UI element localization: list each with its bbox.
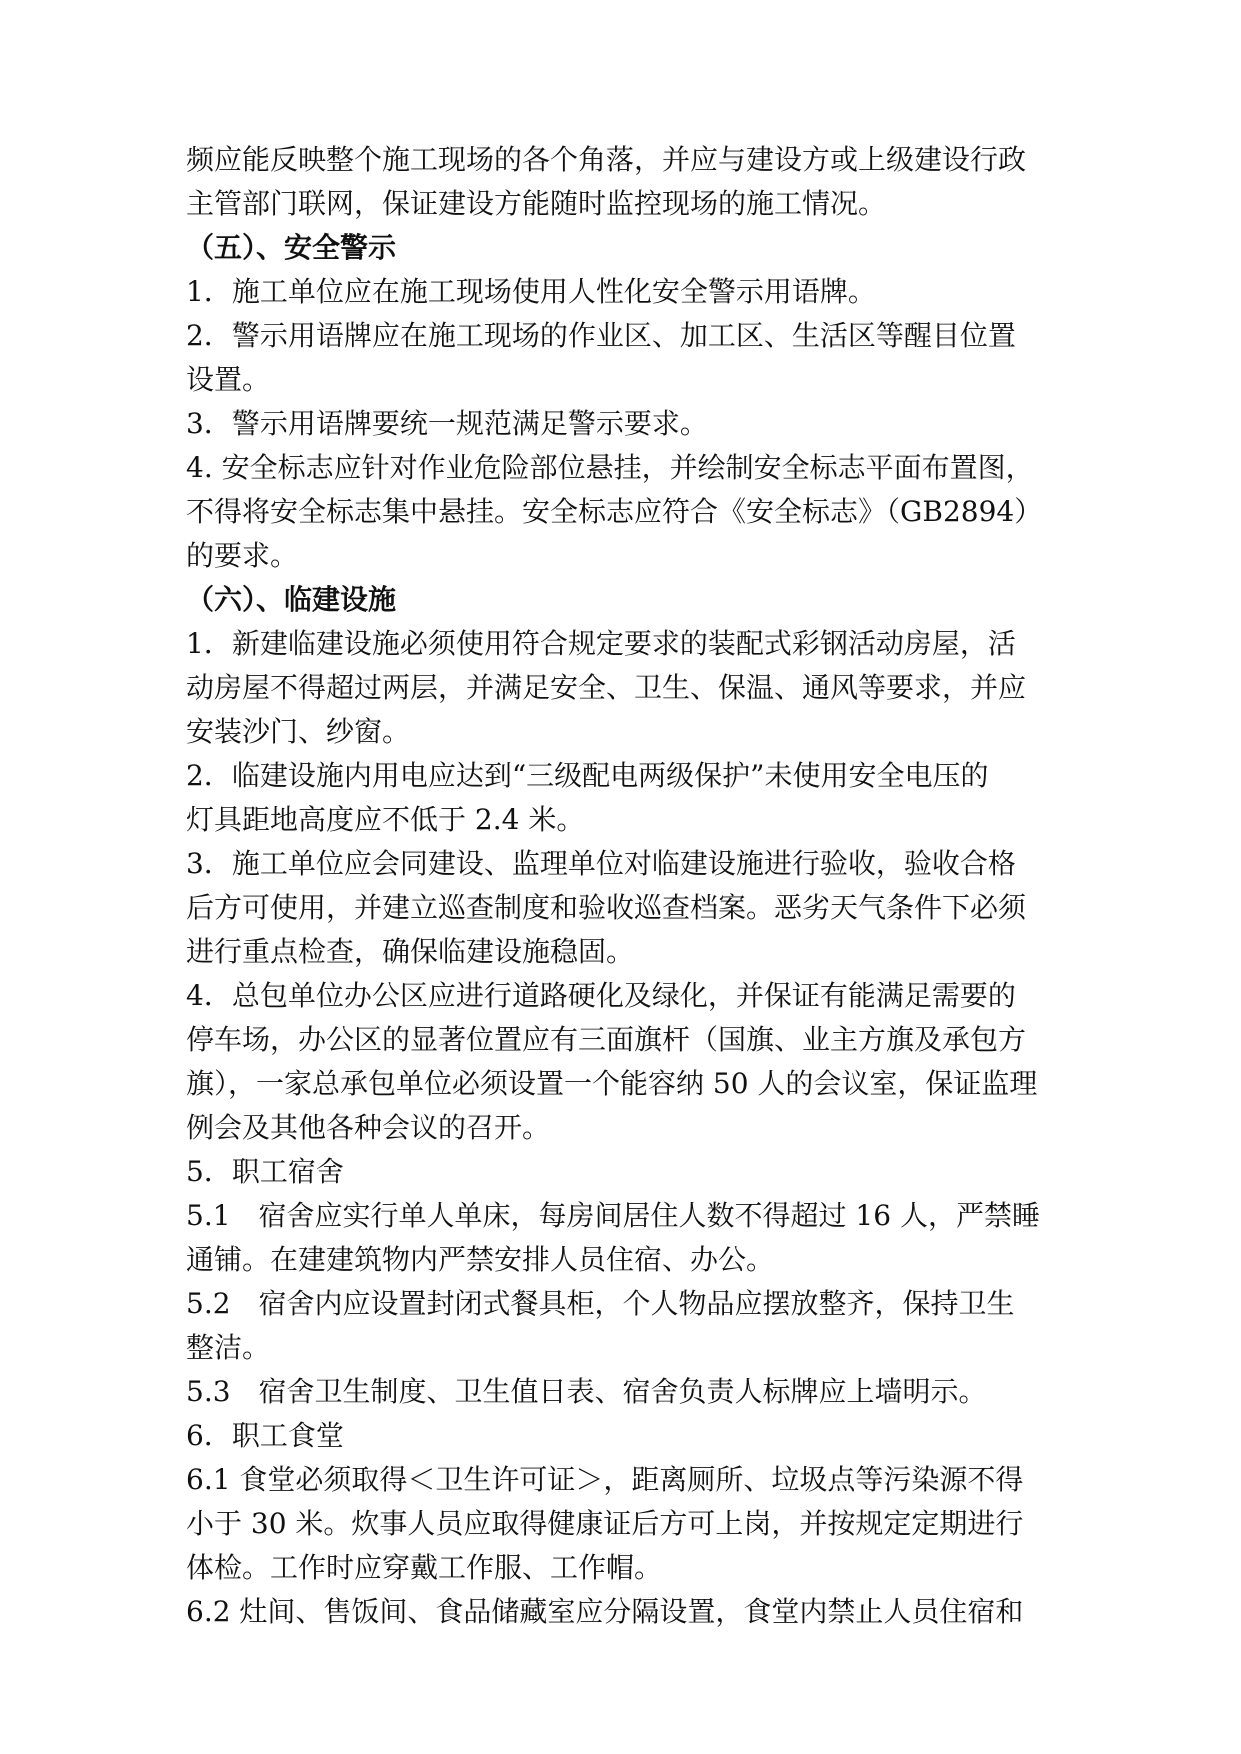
- document-page: [186, 138, 1066, 1634]
- text-line: 小于 30 米。炊事人员应取得健康证后方可上岗，并按规定定期进行: [186, 1507, 1024, 1540]
- text-line: 6．职工食堂: [186, 1419, 344, 1452]
- text-line: 1．施工单位应在施工现场使用人性化安全警示用语牌。: [186, 275, 876, 308]
- text-line: 旗），一家总承包单位必须设置一个能容纳 50 人的会议室，保证监理: [186, 1067, 1038, 1100]
- text-line: 后方可使用，并建立巡查制度和验收巡查档案。恶劣天气条件下必须: [186, 891, 1027, 924]
- text-line: 安装沙门、纱窗。: [186, 715, 411, 748]
- text-line: 2．警示用语牌应在施工现场的作业区、加工区、生活区等醒目位置: [186, 319, 1016, 352]
- text-line: 不得将安全标志集中悬挂。安全标志应符合《安全标志》（GB2894）: [186, 495, 1043, 528]
- text-line: 主管部门联网，保证建设方能随时监控现场的施工情况。: [186, 187, 887, 220]
- text-line: 灯具距地高度应不低于 2.4 米。: [186, 803, 585, 836]
- text-line: 通铺。在建建筑物内严禁安排人员住宿、办公。: [186, 1243, 775, 1276]
- text-line: 4. 安全标志应针对作业危险部位悬挂，并绘制安全标志平面布置图，: [186, 451, 1034, 484]
- text-line: 3．施工单位应会同建设、监理单位对临建设施进行验收，验收合格: [186, 847, 1016, 880]
- section-heading: （五）、安全警示: [186, 231, 397, 264]
- text-line: 5.2 宿舍内应设置封闭式餐具柜，个人物品应摆放整齐，保持卫生: [186, 1287, 1015, 1320]
- text-line: 3．警示用语牌要统一规范满足警示要求。: [186, 407, 708, 440]
- text-line: 2．临建设施内用电应达到“三级配电两级保护”未使用安全电压的: [186, 759, 989, 792]
- text-line: 4．总包单位办公区应进行道路硬化及绿化，并保证有能满足需要的: [186, 979, 1016, 1012]
- text-line: 进行重点检查，确保临建设施稳固。: [186, 935, 635, 968]
- text-line: 整洁。: [186, 1331, 271, 1364]
- text-line: 频应能反映整个施工现场的各个角落，并应与建设方或上级建设行政: [186, 143, 1027, 176]
- text-line: 的要求。: [186, 539, 299, 572]
- text-line: 5.3 宿舍卫生制度、卫生值日表、宿舍负责人标牌应上墙明示。: [186, 1375, 987, 1408]
- text-line: 停车场，办公区的显著位置应有三面旗杆（国旗、业主方旗及承包方: [186, 1023, 1027, 1056]
- text-line: 1．新建临建设施必须使用符合规定要求的装配式彩钢活动房屋，活: [186, 627, 1016, 660]
- text-line: 体检。工作时应穿戴工作服、工作帽。: [186, 1551, 663, 1584]
- text-line: 例会及其他各种会议的召开。: [186, 1111, 551, 1144]
- text-line: 设置。: [186, 363, 271, 396]
- text-line: 6.2 灶间、售饭间、食品储藏室应分隔设置，食堂内禁止人员住宿和: [186, 1595, 1024, 1628]
- text-line: 6.1 食堂必须取得＜卫生许可证＞，距离厕所、垃圾点等污染源不得: [186, 1463, 1024, 1496]
- text-line: 5．职工宿舍: [186, 1155, 344, 1188]
- section-heading: （六）、临建设施: [186, 583, 397, 616]
- text-line: 5.1 宿舍应实行单人单床，每房间居住人数不得超过 16 人，严禁睡: [186, 1199, 1040, 1232]
- text-line: 动房屋不得超过两层，并满足安全、卫生、保温、通风等要求，并应: [186, 671, 1027, 704]
